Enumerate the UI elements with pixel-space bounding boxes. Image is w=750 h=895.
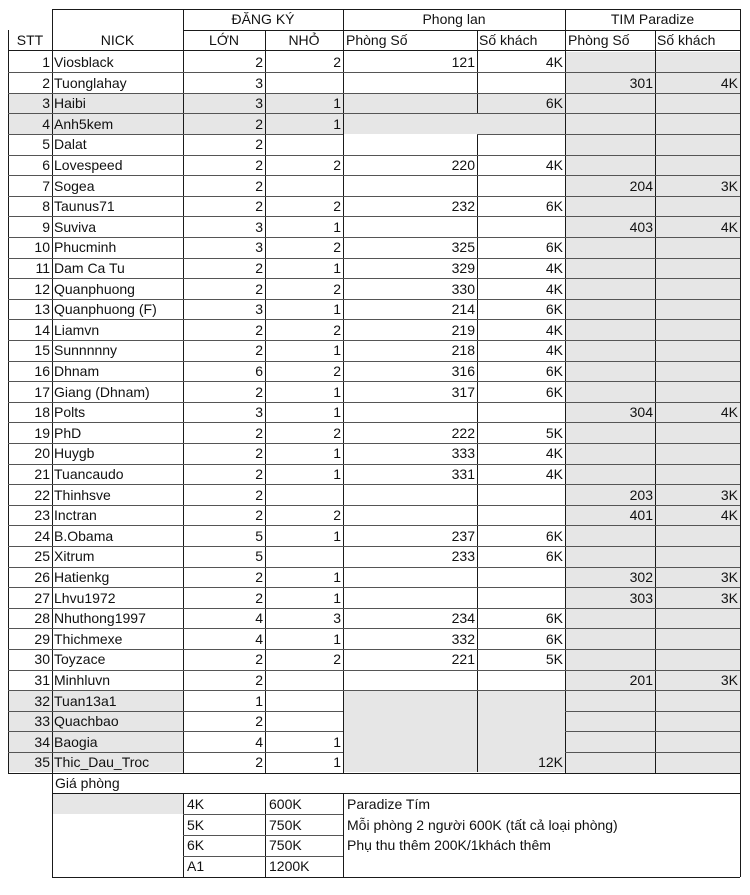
children-cell: 1: [333, 569, 341, 585]
rate-type-cell: 5K: [187, 817, 205, 833]
grid-line: [8, 505, 740, 506]
grid-line: [52, 877, 740, 878]
children-cell: 1: [333, 301, 341, 318]
children-cell: 1: [333, 383, 341, 400]
phong-lan-room-cell: 316: [451, 363, 475, 379]
children-cell: 2: [333, 651, 341, 668]
children-cell: 2: [333, 507, 341, 524]
rate-price-cell: 1200K: [269, 858, 310, 874]
nick-cell: Haibi: [54, 95, 86, 112]
phong-lan-room-cell: 121: [451, 54, 475, 70]
phong-lan-guests-cell: 4K: [545, 157, 563, 173]
nick-cell: Toyzace: [54, 651, 106, 668]
phong-lan-room-cell: 317: [451, 383, 475, 400]
adults-cell: 2: [255, 424, 263, 441]
grid-line: [8, 567, 740, 568]
grid-line: [565, 9, 566, 773]
stt-cell: 16: [34, 363, 50, 379]
grid-line: [8, 258, 740, 259]
phong-lan-room-cell: 220: [451, 157, 475, 173]
adults-cell: 6: [255, 363, 263, 379]
phong-lan-guests-cell: 6K: [545, 198, 563, 215]
grid-line: [8, 299, 740, 300]
stt-cell: 32: [34, 692, 50, 709]
nick-cell: Sogea: [54, 177, 95, 194]
stt-cell: 35: [34, 754, 50, 771]
adults-cell: 4: [255, 610, 263, 627]
tim-room-cell: 301: [629, 74, 653, 91]
nick-cell: Taunus71: [54, 198, 115, 215]
rate-price-cell: 600K: [269, 796, 302, 812]
tim-guests-cell: 3K: [720, 569, 738, 585]
stt-cell: 5: [42, 136, 50, 153]
grid-line: [183, 835, 343, 836]
grid-line: [343, 9, 344, 773]
nick-cell: Viosblack: [54, 54, 114, 70]
header-lon: LỚN: [209, 32, 239, 48]
nick-cell: Quachbao: [54, 713, 119, 730]
grid-line: [8, 50, 740, 51]
phong-lan-room-cell: 234: [451, 610, 475, 627]
tim-room-cell: 304: [629, 404, 653, 421]
phong-lan-guests-cell: 6K: [545, 301, 563, 318]
phong-lan-guests-cell: 4K: [545, 280, 563, 297]
nick-cell: Lovespeed: [54, 157, 123, 173]
stt-cell: 7: [42, 177, 50, 194]
nick-cell: Hatienkg: [54, 569, 110, 585]
nick-cell: Giang (Dhnam): [54, 383, 150, 400]
adults-cell: 4: [255, 733, 263, 750]
stt-cell: 26: [34, 569, 50, 585]
children-cell: 1: [333, 342, 341, 359]
children-cell: 1: [333, 754, 341, 771]
nick-cell: Tuonglahay: [54, 74, 127, 91]
children-cell: 1: [333, 404, 341, 421]
children-cell: 1: [333, 95, 341, 112]
grid-line: [8, 752, 343, 753]
adults-cell: 2: [255, 754, 263, 771]
pricing-label-shade: [52, 793, 183, 814]
phong-lan-room-cell: 329: [451, 260, 475, 276]
grid-line: [8, 361, 740, 362]
adults-cell: 2: [255, 589, 263, 606]
phong-lan-guests-cell: 6K: [545, 239, 563, 256]
phong-lan-guests-cell: 4K: [545, 321, 563, 338]
adults-cell: 2: [255, 136, 263, 153]
grid-line: [477, 134, 478, 773]
tim-room-cell: 204: [629, 177, 653, 194]
stt-cell: 14: [34, 321, 50, 338]
adults-cell: 2: [255, 177, 263, 194]
grid-line: [8, 628, 740, 629]
phong-lan-guests-cell: 5K: [545, 651, 563, 668]
grid-line: [8, 134, 343, 135]
phong-lan-guests-cell: 4K: [545, 54, 563, 70]
grid-line: [8, 690, 740, 691]
children-cell: 1: [333, 260, 341, 276]
children-cell: 2: [333, 363, 341, 379]
phong-lan-guests-cell: 6K: [545, 527, 563, 544]
grid-line: [52, 793, 740, 794]
header-nho: NHỎ: [288, 32, 320, 48]
children-cell: 1: [333, 589, 341, 606]
children-cell: 2: [333, 239, 341, 256]
stt-cell: 19: [34, 424, 50, 441]
tim-room-cell: 203: [629, 486, 653, 503]
tim-guests-cell: 3K: [720, 177, 738, 194]
stt-cell: 17: [34, 383, 50, 400]
phong-lan-room-cell: 330: [451, 280, 475, 297]
stt-cell: 24: [34, 527, 50, 544]
stt-cell: 2: [42, 74, 50, 91]
adults-cell: 2: [255, 713, 263, 730]
grid-line: [8, 93, 740, 94]
header-pl-phong-so: Phòng Số: [346, 32, 408, 48]
phong-lan-guests-cell: 6K: [545, 95, 563, 112]
header-pl-so-khach: Số khách: [479, 32, 538, 48]
phong-lan-room-cell: 332: [451, 630, 475, 647]
nick-cell: PhD: [54, 424, 82, 441]
phong-lan-guests-cell: 6K: [545, 363, 563, 379]
tim-guests-cell: 4K: [720, 74, 738, 91]
tim-guests-cell: 3K: [720, 589, 738, 606]
nick-cell: Dalat: [54, 136, 87, 153]
phong-lan-room-cell: 325: [451, 239, 475, 256]
grid-line: [8, 278, 740, 279]
grid-line: [8, 175, 740, 176]
phong-lan-guests-cell: 12K: [538, 754, 563, 771]
grid-line: [565, 711, 740, 712]
stt-cell: 18: [34, 404, 50, 421]
stt-cell: 1: [42, 54, 50, 70]
tim-room-cell: 201: [629, 672, 653, 688]
adults-cell: 3: [255, 218, 263, 235]
adults-cell: 3: [255, 404, 263, 421]
children-cell: 1: [333, 445, 341, 462]
phong-lan-room-cell: 237: [451, 527, 475, 544]
grid-line: [8, 155, 740, 156]
adults-cell: 4: [255, 630, 263, 647]
stt-cell: 28: [34, 610, 50, 627]
children-cell: 1: [333, 218, 341, 235]
stt-cell: 13: [34, 301, 50, 318]
grid-line: [8, 113, 740, 114]
phong-lan-guests-cell: 4K: [545, 466, 563, 482]
grid-line: [8, 525, 740, 526]
nick-cell: Suviva: [54, 218, 97, 235]
stt-cell: 27: [34, 589, 50, 606]
adults-cell: 5: [255, 527, 263, 544]
nick-cell: Quanphuong (F): [54, 301, 157, 318]
stt-cell: 29: [34, 630, 50, 647]
adults-cell: 3: [255, 95, 263, 112]
phong-lan-room-cell: 219: [451, 321, 475, 338]
nick-cell: Anh5kem: [54, 115, 114, 132]
children-cell: 1: [333, 115, 341, 132]
rate-type-cell: A1: [187, 858, 205, 874]
grid-line: [8, 381, 740, 382]
tim-guests-cell: 4K: [720, 218, 738, 235]
adults-cell: 2: [255, 445, 263, 462]
stt-cell: 12: [34, 280, 50, 297]
nick-cell: Inctran: [54, 507, 97, 524]
nick-cell: Liamvn: [54, 321, 100, 338]
stt-cell: 3: [42, 95, 50, 112]
nick-cell: Xitrum: [54, 548, 95, 565]
pricing-paradize-note-1: Mỗi phòng 2 người 600K (tất cả loại phòng): [347, 817, 618, 833]
tim-guests-cell: 3K: [720, 672, 738, 688]
grid-line: [52, 9, 740, 10]
tim-room-cell: 303: [629, 589, 653, 606]
grid-line: [8, 649, 740, 650]
grid-line: [8, 340, 740, 341]
phong-lan-room-cell: 333: [451, 445, 475, 462]
stt-cell: 30: [34, 651, 50, 668]
nick-cell: Thichmexe: [54, 630, 123, 647]
adults-cell: 2: [255, 321, 263, 338]
grid-line: [8, 443, 740, 444]
phong-lan-room-cell: 222: [451, 424, 475, 441]
stt-cell: 23: [34, 507, 50, 524]
phong-lan-room-cell: 214: [451, 301, 475, 318]
nick-cell: Baogia: [54, 733, 98, 750]
adults-cell: 2: [255, 383, 263, 400]
phong-lan-guests-cell: 6K: [545, 548, 563, 565]
grid-line: [8, 319, 740, 320]
children-cell: 1: [333, 527, 341, 544]
grid-line: [8, 464, 740, 465]
grid-line: [8, 731, 343, 732]
adults-cell: 2: [255, 507, 263, 524]
stt-cell: 4: [42, 115, 50, 132]
grid-line: [343, 793, 344, 877]
grid-line: [183, 814, 343, 815]
phong-lan-room-cell: 232: [451, 198, 475, 215]
adults-cell: 3: [255, 301, 263, 318]
rate-price-cell: 750K: [269, 837, 302, 853]
grid-line: [740, 9, 741, 773]
grid-line: [52, 9, 53, 773]
nick-cell: Nhuthong1997: [54, 610, 146, 627]
children-cell: 1: [333, 733, 341, 750]
tim-room-cell: 401: [629, 507, 653, 524]
stt-cell: 22: [34, 486, 50, 503]
adults-cell: 2: [255, 280, 263, 297]
phong-lan-guests-cell: 6K: [545, 610, 563, 627]
grid-line: [8, 711, 343, 712]
header-stt: STT: [16, 32, 44, 48]
tim-room-cell: 403: [629, 218, 653, 235]
nick-cell: Polts: [54, 404, 86, 421]
stt-cell: 31: [34, 672, 50, 688]
header-tim-phong-so: Phòng Số: [568, 32, 630, 48]
adults-cell: 2: [255, 651, 263, 668]
grid-line: [740, 773, 741, 878]
grid-line: [183, 30, 740, 31]
children-cell: 2: [333, 280, 341, 297]
grid-line: [8, 587, 740, 588]
adults-cell: 2: [255, 672, 263, 688]
phong-lan-guests-cell: 5K: [545, 424, 563, 441]
children-cell: 2: [333, 321, 341, 338]
grid-line: [8, 773, 740, 774]
stt-cell: 6: [42, 157, 50, 173]
grid-line: [8, 608, 740, 609]
grid-line: [183, 9, 184, 773]
phong-lan-guests-cell: 4K: [545, 342, 563, 359]
phong-lan-guests-cell: 4K: [545, 445, 563, 462]
stt-cell: 21: [34, 466, 50, 482]
header-tim-paradize: TIM Paradize: [610, 11, 695, 27]
grid-line: [477, 134, 740, 135]
adults-cell: 2: [255, 260, 263, 276]
header-tim-so-khach: Số khách: [657, 32, 716, 48]
children-cell: 2: [333, 424, 341, 441]
children-cell: 2: [333, 157, 341, 173]
phong-lan-room-cell: 233: [451, 548, 475, 565]
grid-line: [8, 402, 740, 403]
tim-guests-cell: 4K: [720, 404, 738, 421]
pricing-title: Giá phòng: [55, 775, 120, 791]
pricing-paradize-title: Paradize Tím: [347, 796, 430, 812]
grid-line: [183, 856, 343, 857]
nick-cell: Thinhsve: [54, 486, 111, 503]
grid-line: [8, 546, 740, 547]
adults-cell: 2: [255, 54, 263, 70]
stt-cell: 25: [34, 548, 50, 565]
grid-line: [565, 752, 740, 753]
stt-cell: 34: [34, 733, 50, 750]
tim-guests-cell: 3K: [720, 486, 738, 503]
grid-line: [8, 72, 740, 73]
nick-cell: Sunnnnny: [54, 342, 118, 359]
nick-cell: Minhluvn: [54, 672, 111, 688]
grid-line: [8, 670, 740, 671]
stt-cell: 9: [42, 218, 50, 235]
rate-price-cell: 750K: [269, 817, 302, 833]
children-cell: 1: [333, 630, 341, 647]
tim-guests-cell: 4K: [720, 507, 738, 524]
header-nick: NICK: [100, 32, 135, 48]
adults-cell: 2: [255, 569, 263, 585]
stt-cell: 20: [34, 445, 50, 462]
nick-cell: B.Obama: [54, 527, 114, 544]
adults-cell: 3: [255, 239, 263, 256]
nick-cell: Dam Ca Tu: [54, 260, 125, 276]
tim-room-cell: 302: [629, 569, 653, 585]
stt-cell: 11: [35, 260, 50, 276]
pricing-paradize-note-2: Phụ thu thêm 200K/1khách thêm: [347, 837, 551, 853]
children-cell: 3: [333, 610, 341, 627]
grid-line: [8, 484, 740, 485]
adults-cell: 2: [255, 198, 263, 215]
stt-cell: 8: [42, 198, 50, 215]
children-cell: 2: [333, 198, 341, 215]
adults-cell: 2: [255, 157, 263, 173]
adults-cell: 1: [255, 692, 263, 709]
grid-line: [8, 237, 740, 238]
adults-cell: 2: [255, 115, 263, 132]
nick-cell: Lhvu1972: [54, 589, 116, 606]
nick-cell: Phucminh: [54, 239, 117, 256]
nick-cell: Tuancaudo: [54, 466, 124, 482]
nick-cell: Tuan13a1: [54, 692, 117, 709]
stt-cell: 15: [34, 342, 50, 359]
stt-cell: 10: [34, 239, 50, 256]
phong-lan-guests-cell: 4K: [545, 260, 563, 276]
children-cell: 2: [333, 54, 341, 70]
rate-type-cell: 6K: [187, 837, 205, 853]
grid-line: [565, 731, 740, 732]
grid-line: [8, 196, 740, 197]
phong-lan-room-cell: 331: [451, 466, 475, 482]
rate-type-cell: 4K: [187, 796, 205, 812]
grid-line: [8, 216, 740, 217]
adults-cell: 5: [255, 548, 263, 565]
phong-lan-room-cell: 218: [451, 342, 475, 359]
adults-cell: 2: [255, 342, 263, 359]
nick-cell: Quanphuong: [54, 280, 135, 297]
adults-cell: 3: [255, 74, 263, 91]
adults-cell: 2: [255, 466, 263, 482]
phong-lan-guests-cell: 6K: [545, 383, 563, 400]
header-dang-ky: ĐĂNG KÝ: [231, 11, 295, 27]
phong-lan-room-cell: 221: [451, 651, 475, 668]
nick-cell: Dhnam: [54, 363, 100, 379]
nick-cell: Thic_Dau_Troc: [54, 754, 150, 771]
grid-line: [52, 773, 53, 878]
adults-cell: 2: [255, 486, 263, 503]
header-phong-lan: Phong lan: [422, 11, 486, 27]
stt-cell: 33: [34, 713, 50, 730]
grid-line: [8, 422, 740, 423]
phong-lan-guests-cell: 6K: [545, 630, 563, 647]
nick-cell: Huygb: [54, 445, 95, 462]
children-cell: 1: [333, 466, 341, 482]
